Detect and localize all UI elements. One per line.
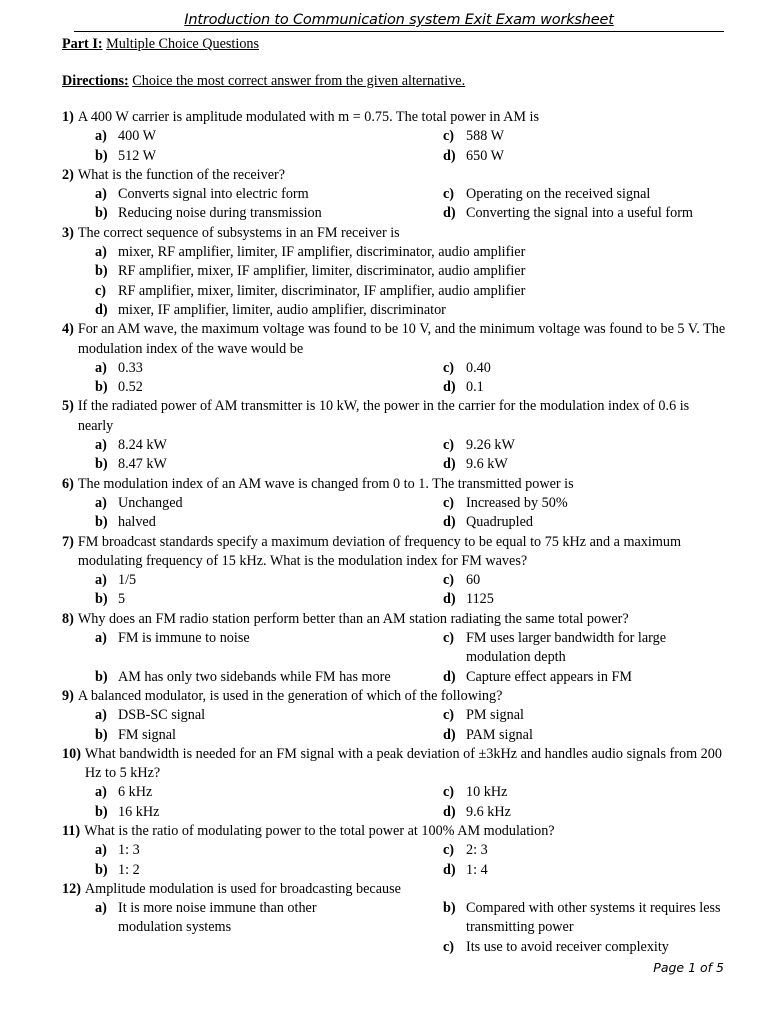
option-a[interactable]: a) Converts signal into electric form [95,186,309,203]
option-c[interactable]: c) RF amplifier, mixer, limiter, discriminator, IF amplifier, audio amplifier [95,282,526,299]
option-c[interactable]: c) Its use to avoid receiver complexity [443,938,669,955]
option-c[interactable]: c) FM uses larger bandwidth for large modulation depth [443,630,667,666]
option-a[interactable]: a) 8.24 kW [95,437,167,454]
option-c[interactable]: c) PM signal [443,707,524,724]
question-1 [62,108,726,166]
question-text: What is the function of the receiver? [77,166,286,183]
question-8 [62,610,726,687]
question-list [62,108,726,957]
option-a[interactable]: a) It is more noise immune than other modulation systems [95,900,317,936]
question-number: 6) [62,475,74,492]
question-number: 2) [62,166,74,183]
option-d[interactable]: d) 0.1 [443,379,484,396]
option-d[interactable]: d) 1: 4 [443,861,488,878]
option-c[interactable]: c) 10 kHz [443,784,508,801]
option-c[interactable]: c) 2: 3 [443,842,488,859]
directions-text: Choice the most correct answer from the given alternative. [132,73,466,89]
question-text: What bandwidth is needed for an FM signal with a peak deviation of ±3kHz and handles audio signals from 200 Hz to 5 kHz? [84,745,722,782]
part-label: Part I: [62,36,103,52]
part-text: Multiple Choice Questions [106,36,260,52]
worksheet-header [74,10,724,32]
question-text: What is the ratio of modulating power to the total power at 100% AM modulation? [84,822,555,839]
option-d[interactable]: d) 650 W [443,147,504,164]
question-9 [62,687,726,745]
option-b[interactable]: b) AM has only two sidebands while FM has more [95,668,391,685]
question-number: 11) [62,822,81,839]
option-a[interactable]: a) 1/5 [95,572,137,589]
page-number: Page 1 of 5 [653,960,724,975]
question-text: The modulation index of an AM wave is changed from 0 to 1. The transmitted power is [77,475,574,492]
question-text: FM broadcast standards specify a maximum deviation of frequency to be equal to 75 kHz and a maximum modulating frequency of 15 kHz. What is the modulation index for FM waves? [77,533,682,569]
question-text: A 400 W carrier is amplitude modulated with m = 0.75. The total power in AM is [77,109,539,125]
question-text: Amplitude modulation is used for broadcasting because [84,880,401,897]
option-a[interactable]: a) 0.33 [95,359,143,376]
question-4 [62,320,726,397]
question-6 [62,475,726,533]
question-text: For an AM wave, the maximum voltage was found to be 10 V, and the minimum voltage was found to be 5 V. The modulation index of the wave would be [77,321,726,357]
option-b[interactable]: b) halved [95,514,156,531]
option-a[interactable]: a) 1: 3 [95,842,140,859]
question-10 [62,745,726,822]
question-number: 1) [62,109,74,125]
question-3 [62,224,726,320]
question-text: If the radiated power of AM transmitter is 10 kW, the power in the carrier for the modulation index of 0.6 is nearly [77,398,690,434]
option-b[interactable]: b) 1: 2 [95,861,140,878]
question-7 [62,533,726,610]
question-2 [62,166,726,224]
option-b[interactable]: b) RF amplifier, mixer, IF amplifier, limiter, discriminator, audio amplifier [95,263,526,280]
question-number: 4) [62,321,74,338]
question-number: 8) [62,610,74,627]
question-number: 7) [62,533,74,550]
option-d[interactable]: d) Quadrupled [443,514,533,531]
question-number: 9) [62,687,74,704]
directions [62,72,465,91]
option-d[interactable]: d) 9.6 kHz [443,803,511,820]
option-d[interactable]: d) Converting the signal into a useful form [443,205,693,222]
option-c[interactable]: c) 60 [443,572,481,589]
question-5 [62,397,726,474]
worksheet-title: Introduction to Communication system Exit Exam worksheet [184,12,614,28]
option-b[interactable]: b) 512 W [95,147,156,164]
question-number: 5) [62,398,74,415]
option-b[interactable]: b) 16 kHz [95,803,160,820]
option-d[interactable]: d) Capture effect appears in FM [443,668,632,685]
question-text: A balanced modulator, is used in the generation of which of the following? [77,687,503,704]
question-number: 3) [62,224,74,241]
option-b[interactable]: b) 8.47 kW [95,456,167,473]
question-12 [62,880,726,957]
option-a[interactable]: a) 6 kHz [95,784,153,801]
option-d[interactable]: d) 9.6 kW [443,456,508,473]
option-d[interactable]: d) 1125 [443,591,494,608]
question-number: 12) [62,880,81,897]
option-a[interactable]: a) mixer, RF amplifier, limiter, IF amplifier, discriminator, audio amplifier [95,244,526,261]
part-heading [62,35,259,54]
question-text: The correct sequence of subsystems in an FM receiver is [77,224,400,241]
option-c[interactable]: c) 0.40 [443,359,491,376]
option-b[interactable]: b) 5 [95,591,126,608]
option-c[interactable]: c) 9.26 kW [443,437,515,454]
option-b[interactable]: b) Compared with other systems it requires less transmitting power [443,900,721,936]
option-b[interactable]: b) FM signal [95,726,176,743]
directions-label: Directions: [62,73,129,89]
option-a[interactable]: a) 400 W [95,128,156,145]
question-number: 10) [62,745,81,762]
option-c[interactable]: c) Operating on the received signal [443,186,651,203]
option-b[interactable]: b) 0.52 [95,379,143,396]
option-a[interactable]: a) Unchanged [95,494,183,511]
question-text: Why does an FM radio station perform better than an AM station radiating the same total power? [77,610,629,627]
option-c[interactable]: c) 588 W [443,128,504,145]
option-c[interactable]: c) Increased by 50% [443,494,568,511]
option-a[interactable]: a) FM is immune to noise [95,630,250,647]
option-d[interactable]: d) mixer, IF amplifier, limiter, audio amplifier, discriminator [95,301,446,318]
option-d[interactable]: d) PAM signal [443,726,533,743]
option-a[interactable]: a) DSB-SC signal [95,707,206,724]
option-b[interactable]: b) Reducing noise during transmission [95,205,322,222]
question-11 [62,822,726,880]
